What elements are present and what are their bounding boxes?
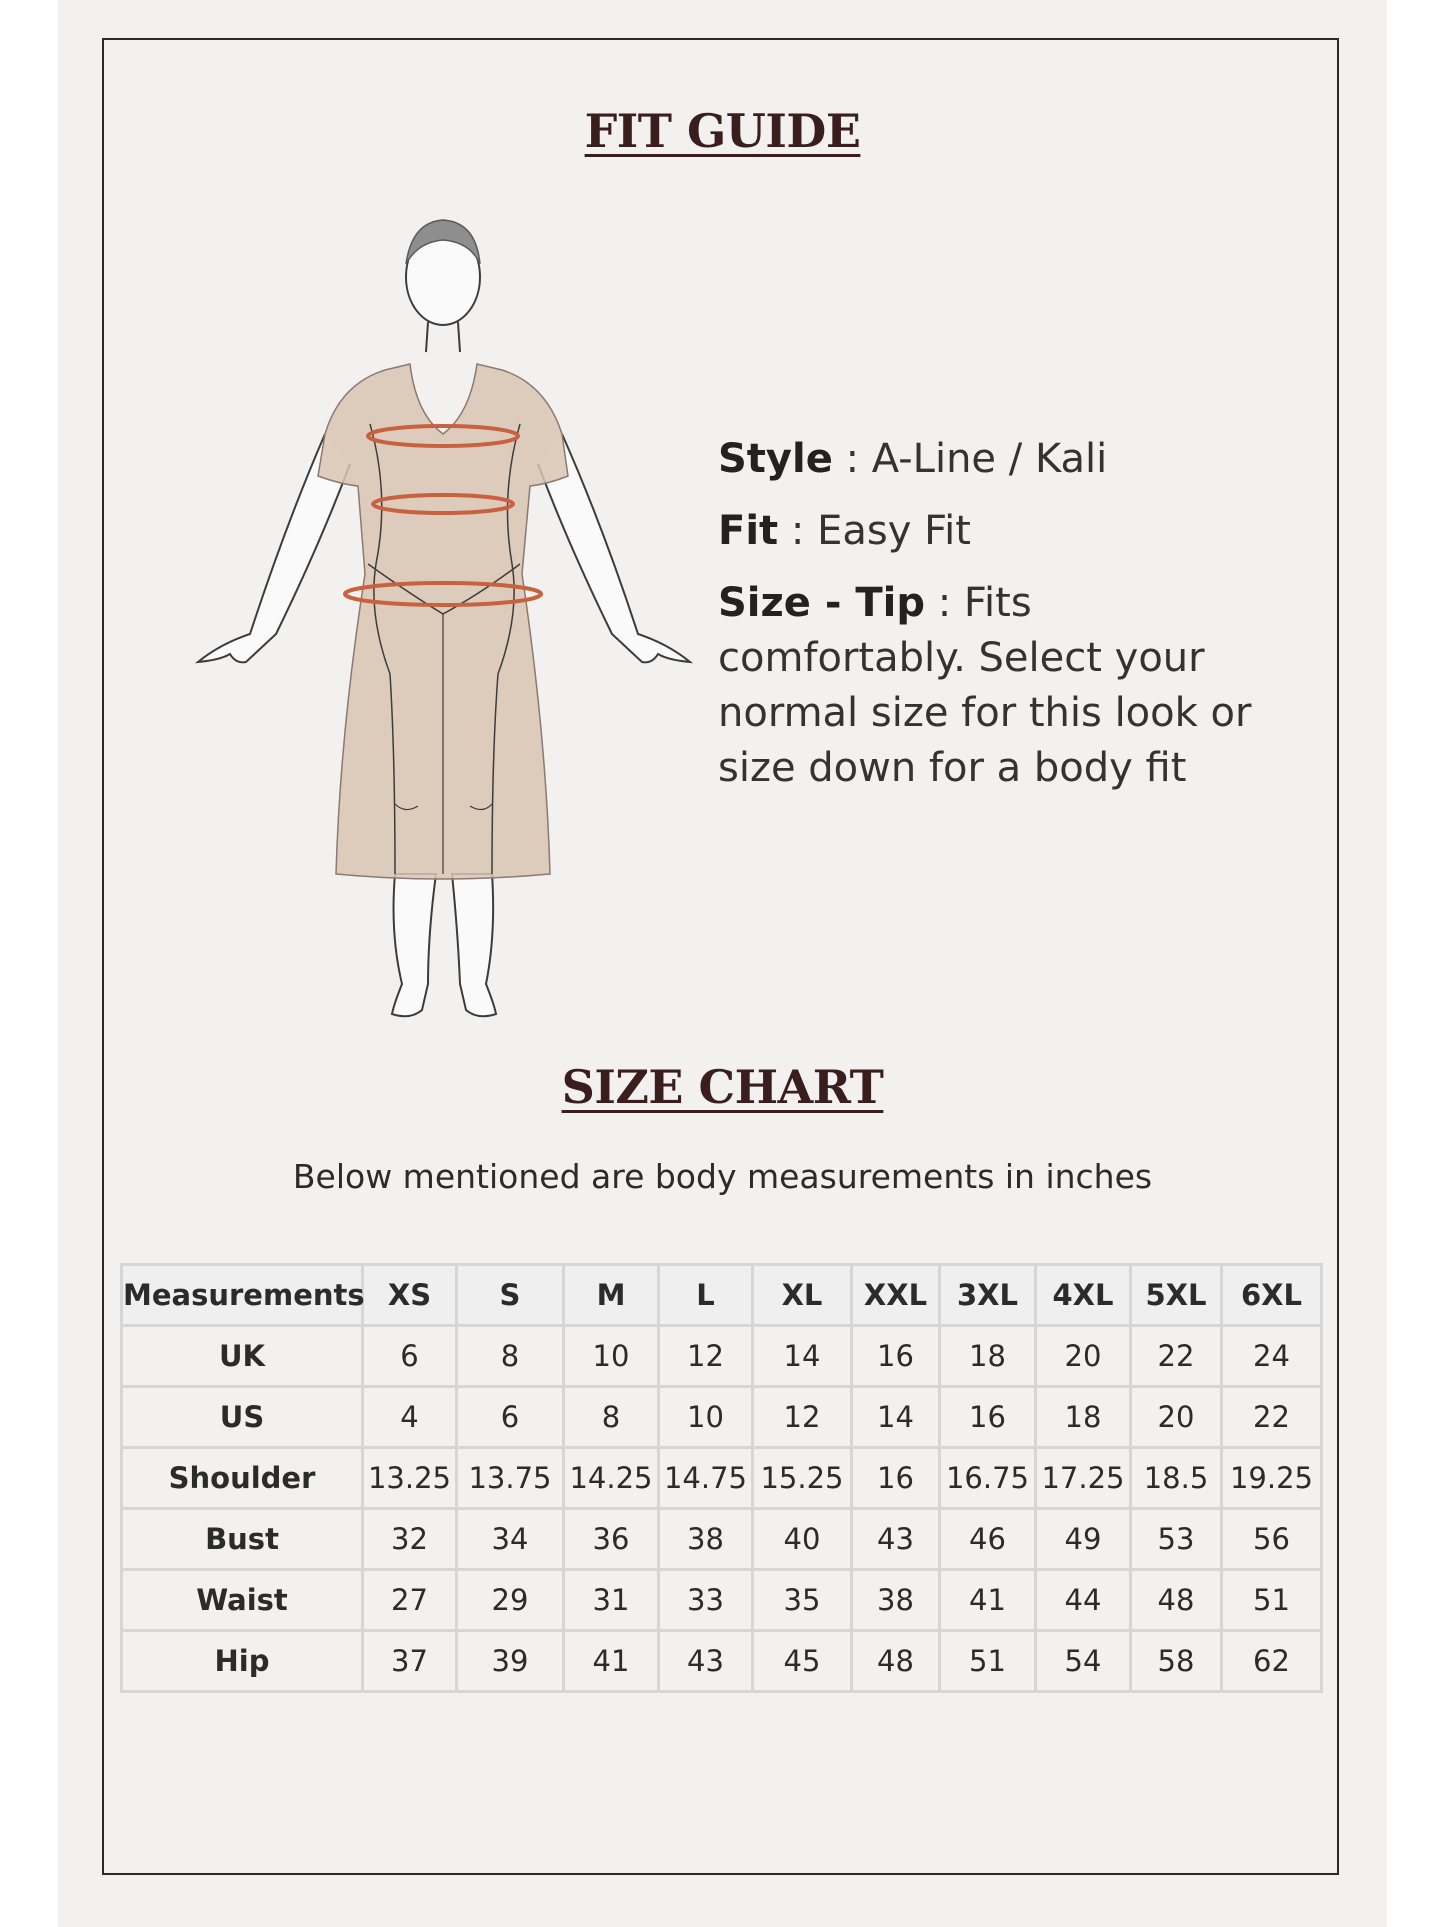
table-cell: 33: [659, 1570, 753, 1631]
table-cell: 13.25: [363, 1448, 457, 1509]
table-cell: 35: [753, 1570, 852, 1631]
table-row: [122, 1509, 1322, 1570]
table-cell: 12: [753, 1387, 852, 1448]
table-cell: 14.25: [564, 1448, 659, 1509]
table-cell: 14: [852, 1387, 940, 1448]
table-cell: 16: [940, 1387, 1036, 1448]
header-measurements: Measurements: [122, 1265, 363, 1326]
table-cell: 6: [363, 1326, 457, 1387]
size-tip-line: comfortably. Select your: [718, 635, 1205, 681]
table-cell: 12: [659, 1326, 753, 1387]
table-cell: 19.25: [1222, 1448, 1322, 1509]
dress-figure-illustration: [190, 214, 710, 1034]
table-cell: 56: [1222, 1509, 1322, 1570]
row-label: US: [122, 1387, 363, 1448]
size-chart-title: SIZE CHART: [561, 1060, 884, 1114]
table-cell: 16: [852, 1326, 940, 1387]
table-cell: 37: [363, 1631, 457, 1692]
table-cell: 27: [363, 1570, 457, 1631]
table-cell: 43: [852, 1509, 940, 1570]
size-chart-subtitle: Below mentioned are body measurements in inches: [292, 1157, 1153, 1196]
table-cell: 48: [852, 1631, 940, 1692]
row-label: Waist: [122, 1570, 363, 1631]
table-cell: 20: [1131, 1387, 1222, 1448]
table-cell: 24: [1222, 1326, 1322, 1387]
table-cell: 18: [1036, 1387, 1131, 1448]
table-row: [122, 1448, 1322, 1509]
fit-spec: Fit : Easy Fit: [718, 508, 971, 554]
table-row: [122, 1326, 1322, 1387]
table-cell: 20: [1036, 1326, 1131, 1387]
table-cell: 14.75: [659, 1448, 753, 1509]
table-cell: 15.25: [753, 1448, 852, 1509]
table-cell: 51: [1222, 1570, 1322, 1631]
row-label: Bust: [122, 1509, 363, 1570]
fit-guide-title: FIT GUIDE: [584, 104, 861, 158]
table-row: [122, 1387, 1322, 1448]
table-cell: 44: [1036, 1570, 1131, 1631]
table-cell: 51: [940, 1631, 1036, 1692]
table-cell: 16: [852, 1448, 940, 1509]
table-cell: 40: [753, 1509, 852, 1570]
size-chart-table: [120, 1263, 1323, 1693]
table-cell: 22: [1222, 1387, 1322, 1448]
header-size: 5XL: [1131, 1265, 1222, 1326]
table-cell: 54: [1036, 1631, 1131, 1692]
table-cell: 41: [940, 1570, 1036, 1631]
table-cell: 14: [753, 1326, 852, 1387]
table-cell: 32: [363, 1509, 457, 1570]
table-cell: 4: [363, 1387, 457, 1448]
table-header-row: [122, 1265, 1322, 1326]
row-label: UK: [122, 1326, 363, 1387]
size-tip-line: normal size for this look or: [718, 690, 1252, 736]
table-cell: 38: [852, 1570, 940, 1631]
table-cell: 8: [564, 1387, 659, 1448]
size-tip-spec: Size - Tip : Fits: [718, 580, 1032, 626]
table-cell: 58: [1131, 1631, 1222, 1692]
style-spec: Style : A-Line / Kali: [718, 436, 1108, 482]
header-size: 4XL: [1036, 1265, 1131, 1326]
table-row: [122, 1570, 1322, 1631]
header-size: 6XL: [1222, 1265, 1322, 1326]
table-cell: 38: [659, 1509, 753, 1570]
header-size: 3XL: [940, 1265, 1036, 1326]
table-cell: 36: [564, 1509, 659, 1570]
table-cell: 29: [457, 1570, 564, 1631]
header-size: XL: [753, 1265, 852, 1326]
table-cell: 45: [753, 1631, 852, 1692]
table-cell: 6: [457, 1387, 564, 1448]
table-cell: 41: [564, 1631, 659, 1692]
table-cell: 53: [1131, 1509, 1222, 1570]
header-size: L: [659, 1265, 753, 1326]
row-label: Shoulder: [122, 1448, 363, 1509]
table-cell: 18.5: [1131, 1448, 1222, 1509]
header-size: S: [457, 1265, 564, 1326]
table-cell: 31: [564, 1570, 659, 1631]
table-cell: 18: [940, 1326, 1036, 1387]
table-cell: 8: [457, 1326, 564, 1387]
table-cell: 10: [659, 1387, 753, 1448]
header-size: XS: [363, 1265, 457, 1326]
row-label: Hip: [122, 1631, 363, 1692]
table-cell: 34: [457, 1509, 564, 1570]
table-cell: 10: [564, 1326, 659, 1387]
table-cell: 13.75: [457, 1448, 564, 1509]
header-size: M: [564, 1265, 659, 1326]
table-cell: 43: [659, 1631, 753, 1692]
size-tip-line: size down for a body fit: [718, 745, 1187, 791]
table-cell: 17.25: [1036, 1448, 1131, 1509]
table-cell: 62: [1222, 1631, 1322, 1692]
table-row: [122, 1631, 1322, 1692]
table-cell: 39: [457, 1631, 564, 1692]
table-cell: 48: [1131, 1570, 1222, 1631]
table-cell: 49: [1036, 1509, 1131, 1570]
table-cell: 46: [940, 1509, 1036, 1570]
table-cell: 22: [1131, 1326, 1222, 1387]
fit-specs: [718, 432, 1278, 796]
header-size: XXL: [852, 1265, 940, 1326]
table-cell: 16.75: [940, 1448, 1036, 1509]
